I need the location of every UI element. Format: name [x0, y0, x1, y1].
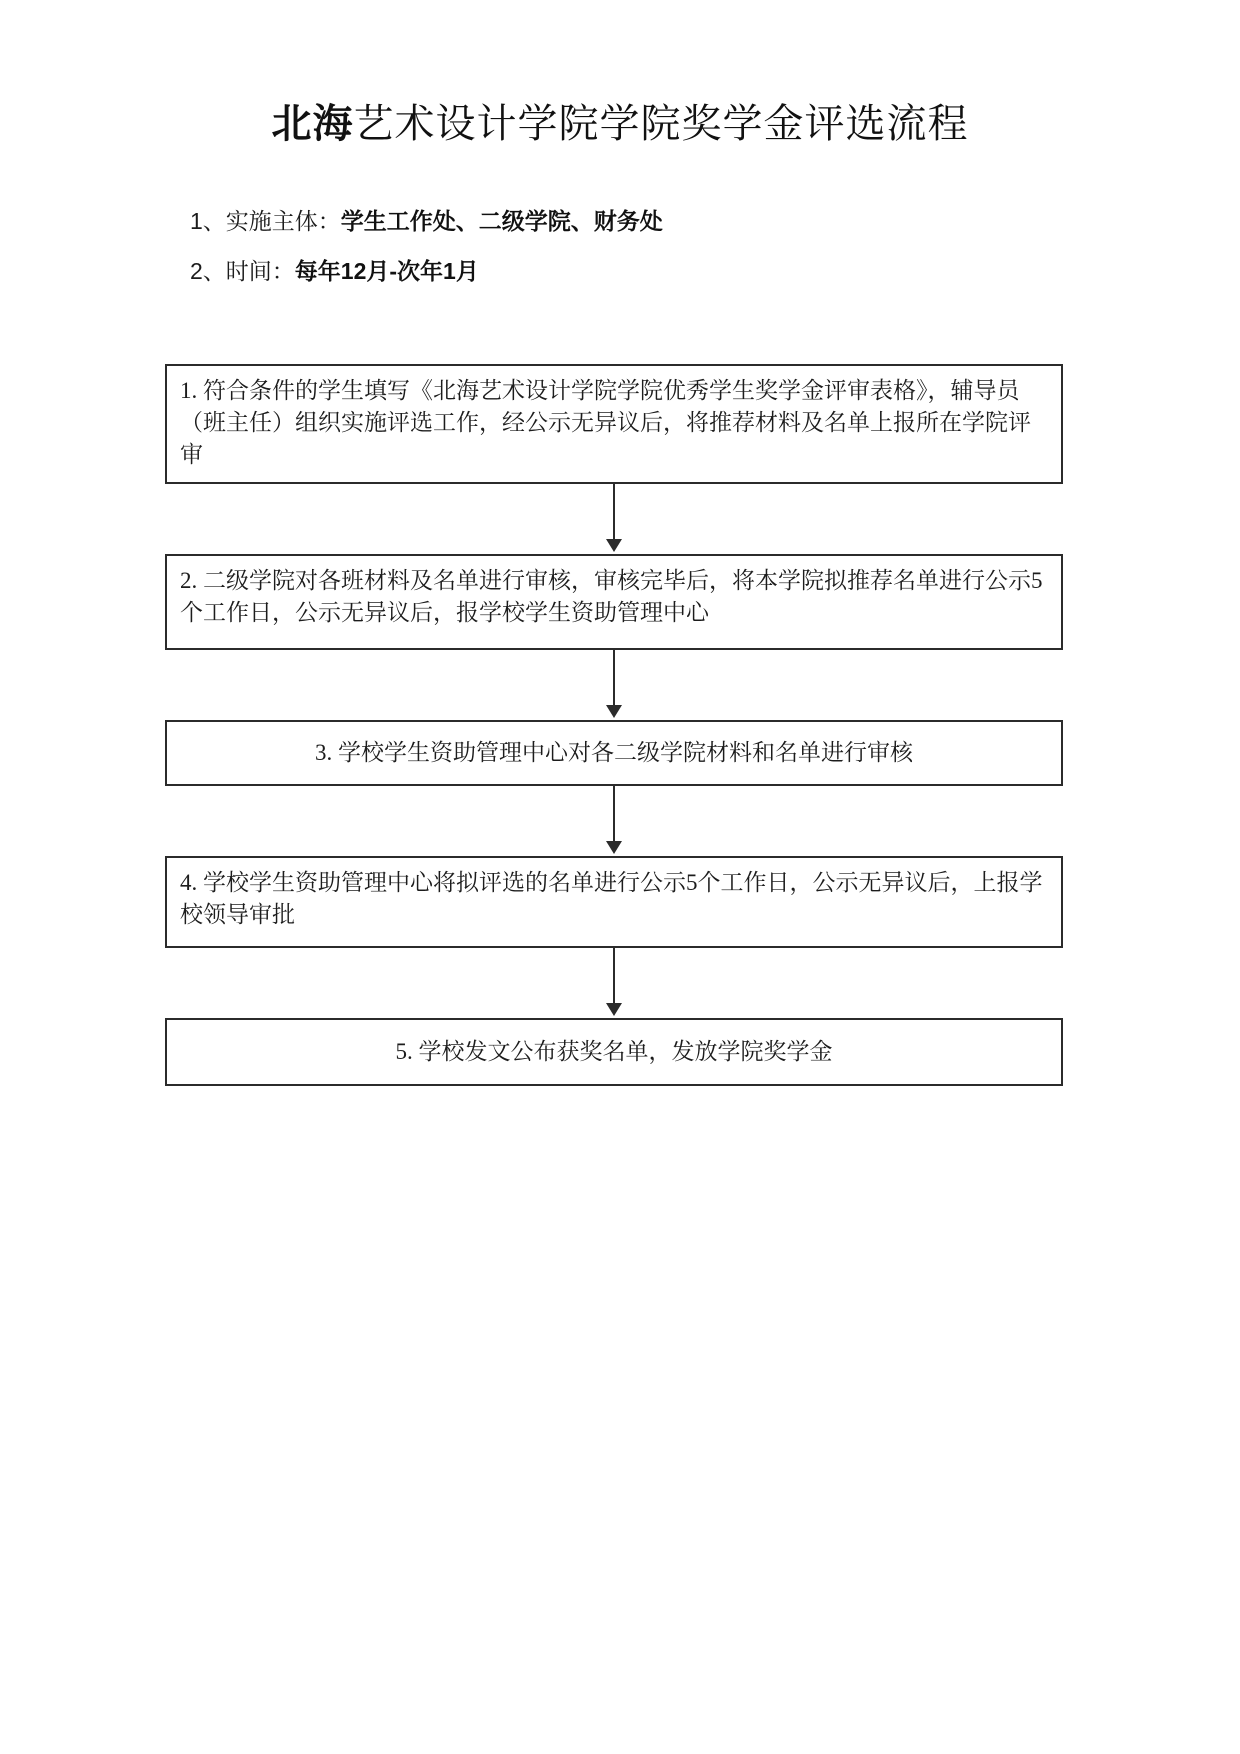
flow-step-1: 1. 符合条件的学生填写《北海艺术设计学院学院优秀学生奖学金评审表格》，辅导员（班主任）组织实施评选工作，经公示无异议后，将推荐材料及名单上报所在学院评审: [165, 364, 1063, 484]
down-arrow-icon: [165, 786, 1063, 856]
meta-item-subject: [190, 206, 1240, 236]
meta-item-value: 每年12月-次年1月: [294, 258, 479, 284]
meta-item-value: 学生工作处、二级学院、财务处: [340, 208, 663, 234]
flow-step-4: 4. 学校学生资助管理中心将拟评选的名单进行公示5个工作日，公示无异议后，上报学校领导审批: [165, 856, 1063, 948]
page-title-highlight: 北海: [271, 102, 354, 146]
page-title: [0, 0, 1240, 152]
meta-item-number: 1、: [190, 208, 226, 234]
meta-item-number: 2、: [190, 258, 226, 284]
down-arrow-icon: [165, 484, 1063, 554]
page-title-rest: 艺术设计学院学院奖学金评选流程: [353, 102, 969, 146]
flow-step-5: 5. 学校发文公布获奖名单，发放学院奖学金: [165, 1018, 1063, 1086]
flow-step-3: 3. 学校学生资助管理中心对各二级学院材料和名单进行审核: [165, 720, 1063, 786]
down-arrow-icon: [165, 650, 1063, 720]
flow-step-2: 2. 二级学院对各班材料及名单进行审核，审核完毕后，将本学院拟推荐名单进行公示5个工作日，公示无异议后，报学校学生资助管理中心: [165, 554, 1063, 650]
meta-item-label: 实施主体：: [225, 208, 341, 234]
flowchart: [165, 364, 1063, 1086]
meta-item-label: 时间：: [225, 258, 295, 284]
meta-list: [190, 206, 1240, 286]
down-arrow-icon: [165, 948, 1063, 1018]
meta-item-time: [190, 256, 1240, 286]
